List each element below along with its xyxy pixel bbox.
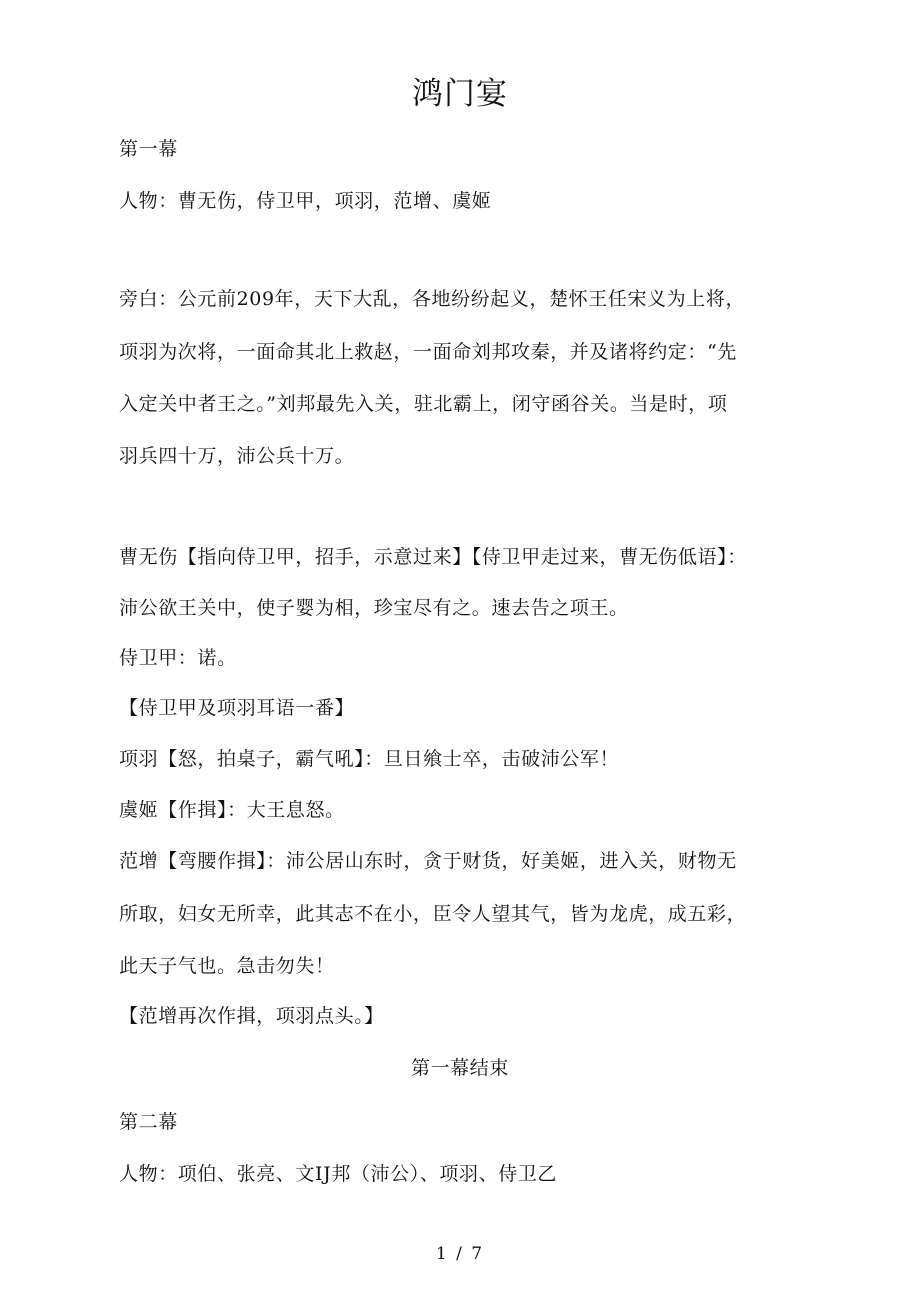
narration-line: 羽兵四十万，沛公兵十万。	[119, 445, 355, 467]
narration-line: 入定关中者王之。”刘邦最先入关，驻北霸上，闭守函谷关。当是时，项	[119, 393, 728, 415]
act-end: 第一幕结束	[410, 1057, 509, 1079]
dialogue-line: 此天子气也。急击勿失！	[119, 955, 335, 977]
act-heading: 第二幕	[119, 1111, 178, 1133]
narration-line: 项羽为次将，一面命其北上救赵，一面命刘邦攻秦，并及诸将约定：“先	[119, 341, 737, 363]
dialogue-line: 所取，妇女无所幸，此其志不在小，臣令人望其气，皆为龙虎，成五彩，	[119, 903, 747, 925]
characters-line: 人物：曹无伤，侍卫甲，项羽，范增、虞姬	[119, 190, 492, 212]
stage-direction: 【范增再次作揖，项羽点头。】	[119, 1005, 384, 1027]
characters-line: 人物：项伯、张亮、文IJ邦（沛公）、项羽、侍卫乙	[119, 1163, 558, 1185]
dialogue-line: 侍卫甲：诺。	[119, 647, 237, 669]
dialogue-line: 虞姬【作揖】：大王息怒。	[119, 799, 345, 821]
narration-line: 旁白：公元前209年，天下大乱，各地纷纷起义，楚怀王任宋义为上将，	[119, 288, 746, 310]
page-indicator: 1 / 7	[435, 1244, 485, 1264]
stage-direction: 【侍卫甲及项羽耳语一番】	[119, 697, 355, 719]
dialogue-line: 曹无伤【指向侍卫甲，招手，示意过来】【侍卫甲走过来，曹无伤低语】：	[119, 546, 747, 568]
act-heading: 第一幕	[119, 138, 178, 160]
document-title: 鸿门宴	[412, 76, 508, 112]
dialogue-line: 项羽【怒，拍桌子，霸气吼】：旦日飨士卒，击破沛公军！	[119, 748, 620, 770]
dialogue-line: 沛公欲王关中，使子婴为相，珍宝尽有之。速去告之项王。	[119, 597, 629, 619]
dialogue-line: 范增【弯腰作揖】：沛公居山东时，贪于财货，好美姬，进入关，财物无	[119, 850, 737, 872]
